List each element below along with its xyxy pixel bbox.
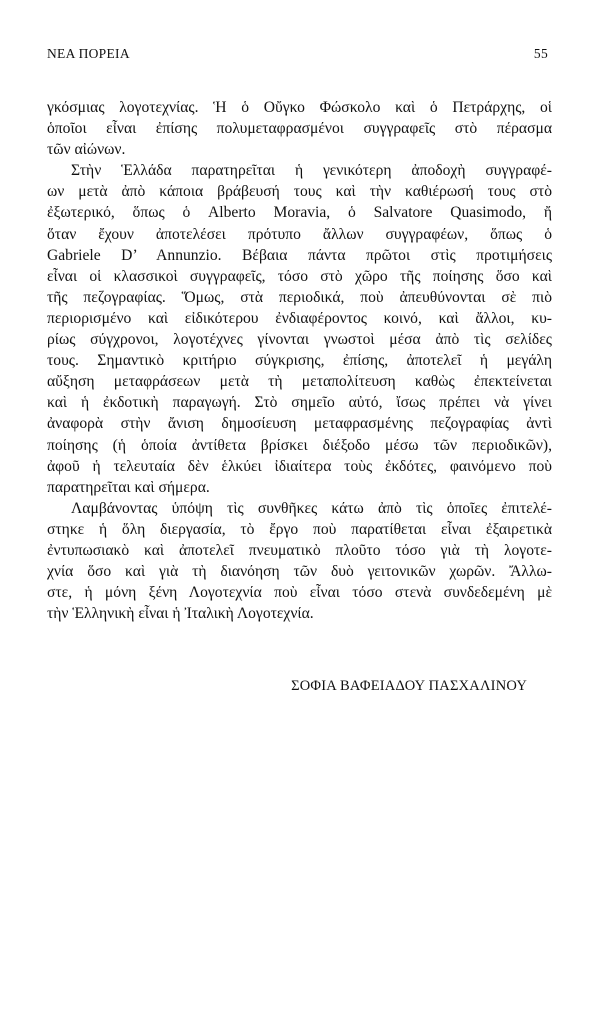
text-line: τῶν αἰώνων. — [47, 141, 126, 159]
text-line: γκόσμιας λογοτεχνίας. Ἡ ὁ Οὔγκο Φώσκολο καὶ ὁ Πετράρχης, οἱ — [47, 99, 552, 116]
text-line: αὔξηση μεταφράσεων μετὰ τὴ μεταπολίτευση καθὼς ἐπεκτείνεται — [47, 373, 552, 391]
text-line: ρίως σύγχρονοι, λογοτέχνες γίνονται γνωστοὶ μέσα ἀπὸ τὶς σελίδες — [47, 331, 552, 349]
text-line: ων μετὰ ἀπὸ κάποια βράβευσή τους καὶ τὴν καθιέρωσή τους στὸ — [47, 183, 552, 201]
text-line: τῆς πεζογραφίας. Ὅμως, στὰ περιοδικά, ποὺ ἀπευθύνονται σὲ πιὸ — [47, 288, 552, 306]
text-line: στε, ἡ μόνη ξένη Λογοτεχνία ποὺ εἶναι τόσο στενὰ συνδεδεμένη μὲ — [47, 584, 552, 602]
paragraph-1 — [47, 97, 552, 160]
text-line: ὁποῖοι εἶναι ἐπίσης πολυμεταφρασμένοι συγγραφεῖς στὸ πέρασμα — [47, 120, 552, 138]
paragraph-2 — [47, 160, 552, 498]
text-line: στηκε ἡ ὅλη διεργασία, τὸ ἔργο ποὺ παρατίθεται εἶναι ἐξαιρετικὰ — [47, 520, 552, 538]
text-line: ποίησης (ἡ ὁποία ἀντίθετα βρίσκει διέξοδο μέσω τῶν περιοδικῶν), — [47, 436, 552, 454]
text-line: ὅταν ἔχουν ἀποτελέσει πρότυπο ἄλλων συγγραφέων, ὅπως ὁ — [47, 225, 552, 243]
text-line: τους. Σημαντικὸ κριτήριο σύγκρισης, ἐπίσης, ἀποτελεῖ ἡ μεγάλη — [47, 352, 552, 370]
journal-title: ΝΕΑ ΠΟΡΕΙΑ — [47, 46, 130, 61]
running-head — [47, 46, 548, 66]
text-line: Λαμβάνοντας ὑπόψη τὶς συνθῆκες κάτω ἀπὸ τὶς ὁποῖες ἐπιτελέ- — [71, 499, 552, 517]
text-line: παρατηρεῖται καὶ σήμερα. — [47, 478, 210, 496]
article-body — [47, 97, 552, 624]
page-number: 55 — [533, 46, 548, 61]
text-line: ἀφοῦ ἡ τελευταία δὲν ἑλκύει ἰδιαίτερα τοὺς ἐκδότες, φαινόμενο ποὺ — [47, 457, 552, 475]
text-line: εἶναι οἱ κλασσικοὶ συγγραφεῖς, τόσο στὸ χῶρο τῆς ποίησης ὅσο καὶ — [47, 267, 552, 285]
paragraph-3 — [47, 498, 552, 625]
text-line: τὴν Ἑλληνικὴ εἶναι ἡ Ἰταλικὴ Λογοτεχνία. — [47, 605, 314, 623]
text-line: ἐντυπωσιακὸ καὶ ἀποτελεῖ πνευματικὸ πλοῦτο τόσο γιὰ τὴ λογοτε- — [47, 541, 552, 559]
text-line: Gabriele D’ Annunzio. Βέβαια πάντα πρῶτοι στὶς προτιμήσεις — [47, 246, 552, 264]
text-line: περιορισμένο καὶ εἰδικότερου ἐνδιαφέροντος κοινό, καὶ ἄλλοι, κυ- — [47, 309, 552, 327]
text-line: ἐξωτερικό, ὅπως ὁ Alberto Moravia, ὁ Salvatore Quasimodo, ἤ — [47, 204, 552, 222]
text-line: χνία ὅσο καὶ γιὰ τὴ διανόηση τῶν δυὸ γειτονικῶν χωρῶν. Ἄλλω- — [47, 563, 552, 581]
text-line: καὶ ἡ ἐκδοτικὴ παραγωγή. Στὸ σημεῖο αὐτό, ἴσως πρέπει νὰ γίνει — [47, 394, 552, 412]
author-signature: ΣΟΦΙΑ ΒΑΦΕΙΑΔΟΥ ΠΑΣΧΑΛΙΝΟΥ — [291, 678, 527, 694]
text-line: ἀναφορὰ στὴν ἄνιση δημοσίευση μεταφρασμένης πεζογραφίας ἀντὶ — [47, 415, 552, 433]
text-line: Στὴν Ἑλλάδα παρατηρεῖται ἡ γενικότερη ἀποδοχὴ συγγραφέ- — [71, 162, 552, 180]
